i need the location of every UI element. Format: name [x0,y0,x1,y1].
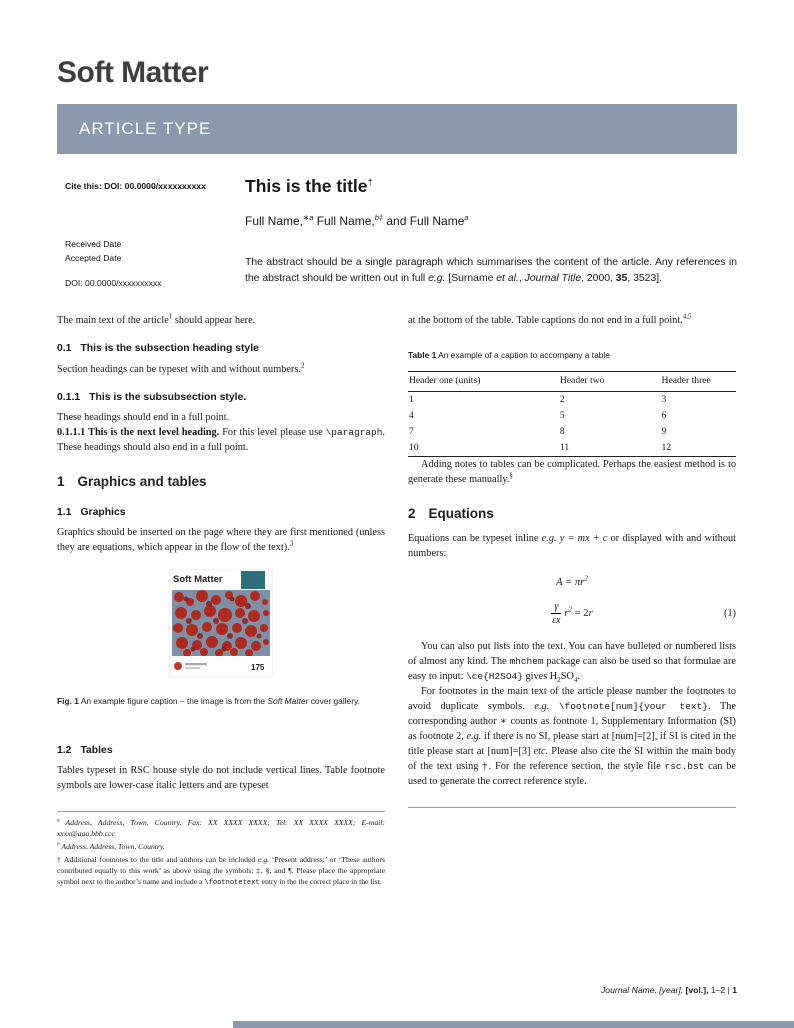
article-header [57,174,737,288]
paragraph-tables: Tables typeset in RSC house style do not include vertical lines. Table footnote symbols are lower-case italic letters and are typeset [57,765,385,792]
dates-block [65,237,227,265]
table-body [408,391,736,456]
table-row [408,391,736,408]
section-footnote [408,807,736,814]
paragraph-table-notes: Adding notes to tables can be complicated. Perhaps the easiest method is to generate these manually.§ [408,458,736,485]
fraction [551,601,561,627]
abstract: The abstract should be a single paragraph which summarises the content of the article. Any references in the abstract should be written out in full e.g. [Surname et al., Journal Title, 2000, 35, 3523]. [245,257,737,285]
table-cell: 5 [559,409,565,421]
doi: DOI: 00.0000/xxxxxxxxxx [65,278,162,289]
footnote-a: $^a$ Address, Address, Town, Country. Fax: XX XXXX XXXX; Tel: XX XXXX XXXX; E-mail: xxxx@aaa.bbb.ccc [57,817,385,839]
figure-caption: Fig. 1 An example figure caption – the image is from the Soft Matter cover gallery. [57,695,360,706]
cover-title-text: Soft Matter [173,573,223,585]
fraction-numerator: γ [551,601,561,615]
left-column [57,313,385,890]
equation-numbered [408,601,736,627]
header-meta [57,174,245,288]
table-header-cell: Header one (units) [408,371,559,391]
subsection-heading-tables [57,743,385,758]
cover-publisher-logo [174,662,182,670]
table-header-cell: Header three [661,371,736,391]
heading-number: 2 [408,505,416,521]
table-header-cell: Header two [559,371,661,391]
table-caption: Table 1 An example of a caption to accompany a table [408,350,610,361]
header-main [245,174,737,288]
paragraph-section-headings: Section headings can be typeset with and without numbers.$^2$ [57,361,305,375]
journal-cover-image [169,569,273,677]
fraction-denominator: εx [552,615,561,627]
table-cell: 4 [409,409,414,421]
page-footer: Journal Name, [year], [vol.], 1–2 | 1 [601,985,737,995]
article-type-banner [57,104,737,154]
subsection-heading [57,341,385,356]
table-cell: 11 [559,441,570,453]
heading-text: Equations [428,505,494,521]
cover-teal-block [241,571,265,589]
paragraph-full-point: These headings should end in a full point. [57,411,230,423]
example-table [408,371,736,457]
heading-number: 0.1.1 [57,391,81,403]
authors-line: Full Name,$^{∗a}$ Full Name,$^{b\ddagger}$ and Full Name$^a$ [245,213,469,228]
heading-number: 1.2 [57,745,72,757]
heading-text: Graphics and tables [77,473,207,489]
article-title: This is the title† [245,176,373,196]
heading-number: 1.1 [57,506,72,518]
cite-doi: Cite this: DOI: 00.0000/xxxxxxxxxx [65,181,206,191]
author-footnotes [57,811,385,888]
paragraph-graphics: Graphics should be inserted on the page where they are first mentioned (unless they are equations, which appear in the flow of the text).$^3$ [57,526,385,553]
paragraph-main-text: The main text of the article$^1$ should appear here. [57,312,256,327]
received-date: Received Date [65,239,122,249]
paragraph-runin-heading: 0.1.1.1 This is the next level heading. For this level please use \paragraph. These headings should also end in a full point. [57,426,385,453]
heading-text: This is the subsection heading style [80,343,259,355]
equation-display: $A = \pi r^2$ [556,574,588,589]
heading-text: Tables [80,745,113,757]
journal-logo: Soft Matter [57,56,209,89]
heading-text: Graphics [80,506,126,518]
accepted-date: Accepted Date [65,253,122,264]
table-row [408,408,736,424]
table-cell: 1 [409,393,414,405]
table-cell: 6 [661,409,667,421]
table-cell: 8 [559,425,565,437]
table-cell: 9 [661,425,667,437]
table-cell: 2 [559,393,565,405]
table-header-row [408,371,736,391]
footnote-dagger: † Additional footnotes to the title and authors can be included e.g. ‘Present address:’ or ‘These authors contributed equally to this work’ as above using the symbols: ‡, §, and ¶. Please place the appropriate symbol next to the author’s name and include a \footnotetext entry in the the correct place in the list. [57,855,385,887]
table-cell: 3 [661,393,667,405]
subsection-heading-graphics [57,505,385,520]
section-heading-graphics-tables [57,472,385,492]
heading-number: 1 [57,473,65,489]
figure-1 [169,569,273,682]
body-columns [57,313,737,890]
heading-text: This is the subsubsection style. [89,391,247,403]
table-cell: 12 [661,441,672,453]
equation-number: (1) [723,608,736,620]
paragraph-lists: You can also put lists into the text. You can have bulleted or numbered lists of almost any kind. The mhchem package can also be used so that formulae are easy to input: \ce{H2SO4} gives $H_2SO_4$. [408,640,736,685]
article-type-label: ARTICLE TYPE [79,119,212,138]
table-cell: 7 [409,425,414,437]
table-row [408,424,736,440]
paragraph-table-bottom: at the bottom of the table. Table captions do not end in a full point.$^{4,5}$ [408,312,692,327]
paragraph-equations-intro: Equations can be typeset inline e.g. y = mx + c or displayed with and without numbers: [408,533,736,560]
paragraph-footnote-advice: For footnotes in the main text of the article please number the footnotes to avoid duplicate symbols. e.g. \footnote[num]{your text}. The corresponding author ∗ counts as footnote 1, Supplementary Information (SI) as footnote 2, e.g. if there is no SI, please start at [num]=[2], if SI is cited in the title please start at [num]=[3] etc. Please also cite the SI within the main body of the text using †. For the reference section, the style file rsc.bst can be used to generate the correct reference style. [408,686,737,788]
table-cell: 10 [409,441,419,453]
table-row [408,440,736,457]
heading-number: 0.1 [57,343,72,355]
subsubsection-heading [57,390,385,405]
section-heading-equations [408,504,736,524]
footnote-b: $^b$ Address, Address, Town, Country. [57,841,165,852]
right-column [408,313,736,890]
equation-rhs: $r^2 = 2r$ [564,605,593,620]
bottom-accent-bar [233,1021,794,1028]
cover-issue-text: 175 [251,662,265,672]
